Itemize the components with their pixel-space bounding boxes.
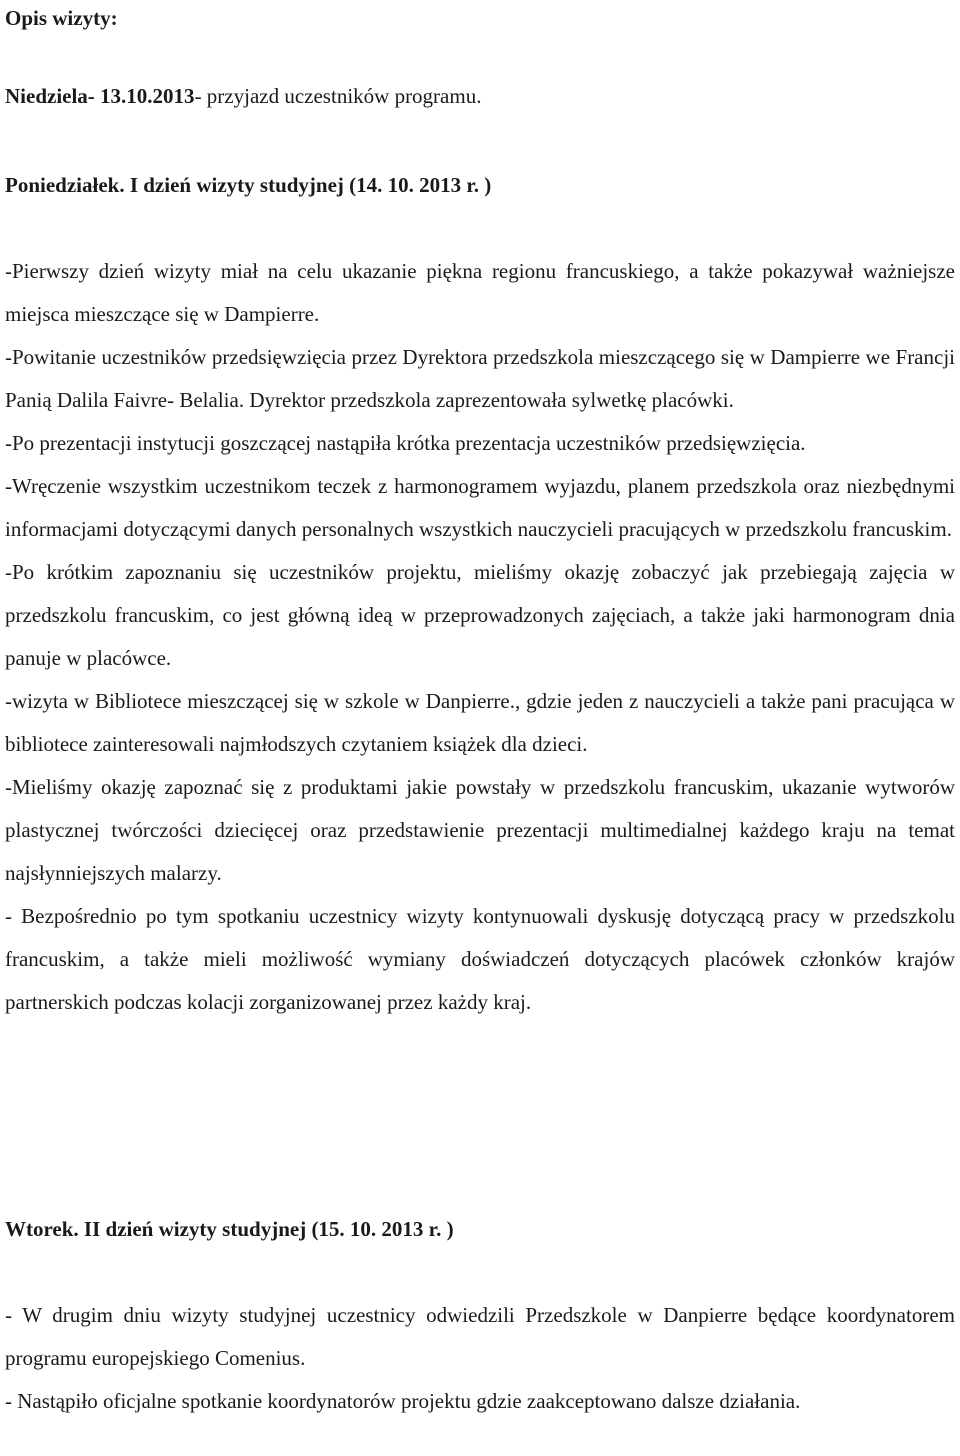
tuesday-paragraph-1: - W drugim dniu wizyty studyjnej uczestnicy odwiedzili Przedszkole w Danpierre będące koordynatorem programu europejskiego Comenius. [5,1303,955,1370]
monday-section [5,250,955,1024]
sunday-entry [5,75,481,118]
monday-paragraph-3: -Po prezentacji instytucji goszczącej nastąpiła krótka prezentacja uczestników przedsięwzięcia. [5,431,806,455]
monday-paragraph-6: -wizyta w Bibliotece mieszczącej się w szkole w Danpierre., gdzie jeden z nauczycieli a także pani pracująca w bibliotece zainteresowali najmłodszych czytaniem książek dla dzieci. [5,689,955,756]
monday-paragraph-2: -Powitanie uczestników przedsięwzięcia przez Dyrektora przedszkola mieszczącego się w Dampierre we Francji Panią Dalila Faivre- Belalia. Dyrektor przedszkola zaprezentowała sylwetkę placówki. [5,345,955,412]
monday-paragraph-7: -Mieliśmy okazję zapoznać się z produktami jakie powstały w przedszkolu francuskim, ukazanie wytworów plastycznej twórczości dziecięcej oraz przedstawienie prezentacji multimedialnej każdego kraju na temat najsłynniejszych malarzy. [5,775,955,885]
tuesday-heading: Wtorek. II dzień wizyty studyjnej (15. 10. 2013 r. ) [5,1217,454,1241]
tuesday-paragraph-2: - Nastąpiło oficjalne spotkanie koordynatorów projektu gdzie zaakceptowano dalsze działania. [5,1389,801,1413]
sunday-description: - przyjazd uczestników programu. [194,84,482,108]
sunday-date: Niedziela- 13.10.2013 [5,84,195,108]
document-title: Opis wizyty: [5,6,118,30]
tuesday-section [5,1294,955,1423]
monday-paragraph-5: -Po krótkim zapoznaniu się uczestników projektu, mieliśmy okazję zobaczyć jak przebiegają zajęcia w przedszkolu francuskim, co jest główną ideą w przeprowadzonych zajęciach, a także jaki harmonogram dnia panuje w placówce. [5,560,955,670]
monday-paragraph-1: -Pierwszy dzień wizyty miał na celu ukazanie piękna regionu francuskiego, a także pokazywał ważniejsze miejsca mieszczące się w Dampierre. [5,259,955,326]
monday-paragraph-4: -Wręczenie wszystkim uczestnikom teczek z harmonogramem wyjazdu, planem przedszkola oraz niezbędnymi informacjami dotyczącymi danych personalnych wszystkich nauczycieli pracujących w przedszkolu francuskim. [5,474,955,541]
monday-heading: Poniedziałek. I dzień wizyty studyjnej (14. 10. 2013 r. ) [5,173,492,197]
monday-paragraph-8: - Bezpośrednio po tym spotkaniu uczestnicy wizyty kontynuowali dyskusję dotyczącą pracy w przedszkolu francuskim, a także mieli możliwość wymiany doświadczeń dotyczących placówek członków krajów partnerskich podczas kolacji zorganizowanej przez każdy kraj. [5,904,955,1014]
